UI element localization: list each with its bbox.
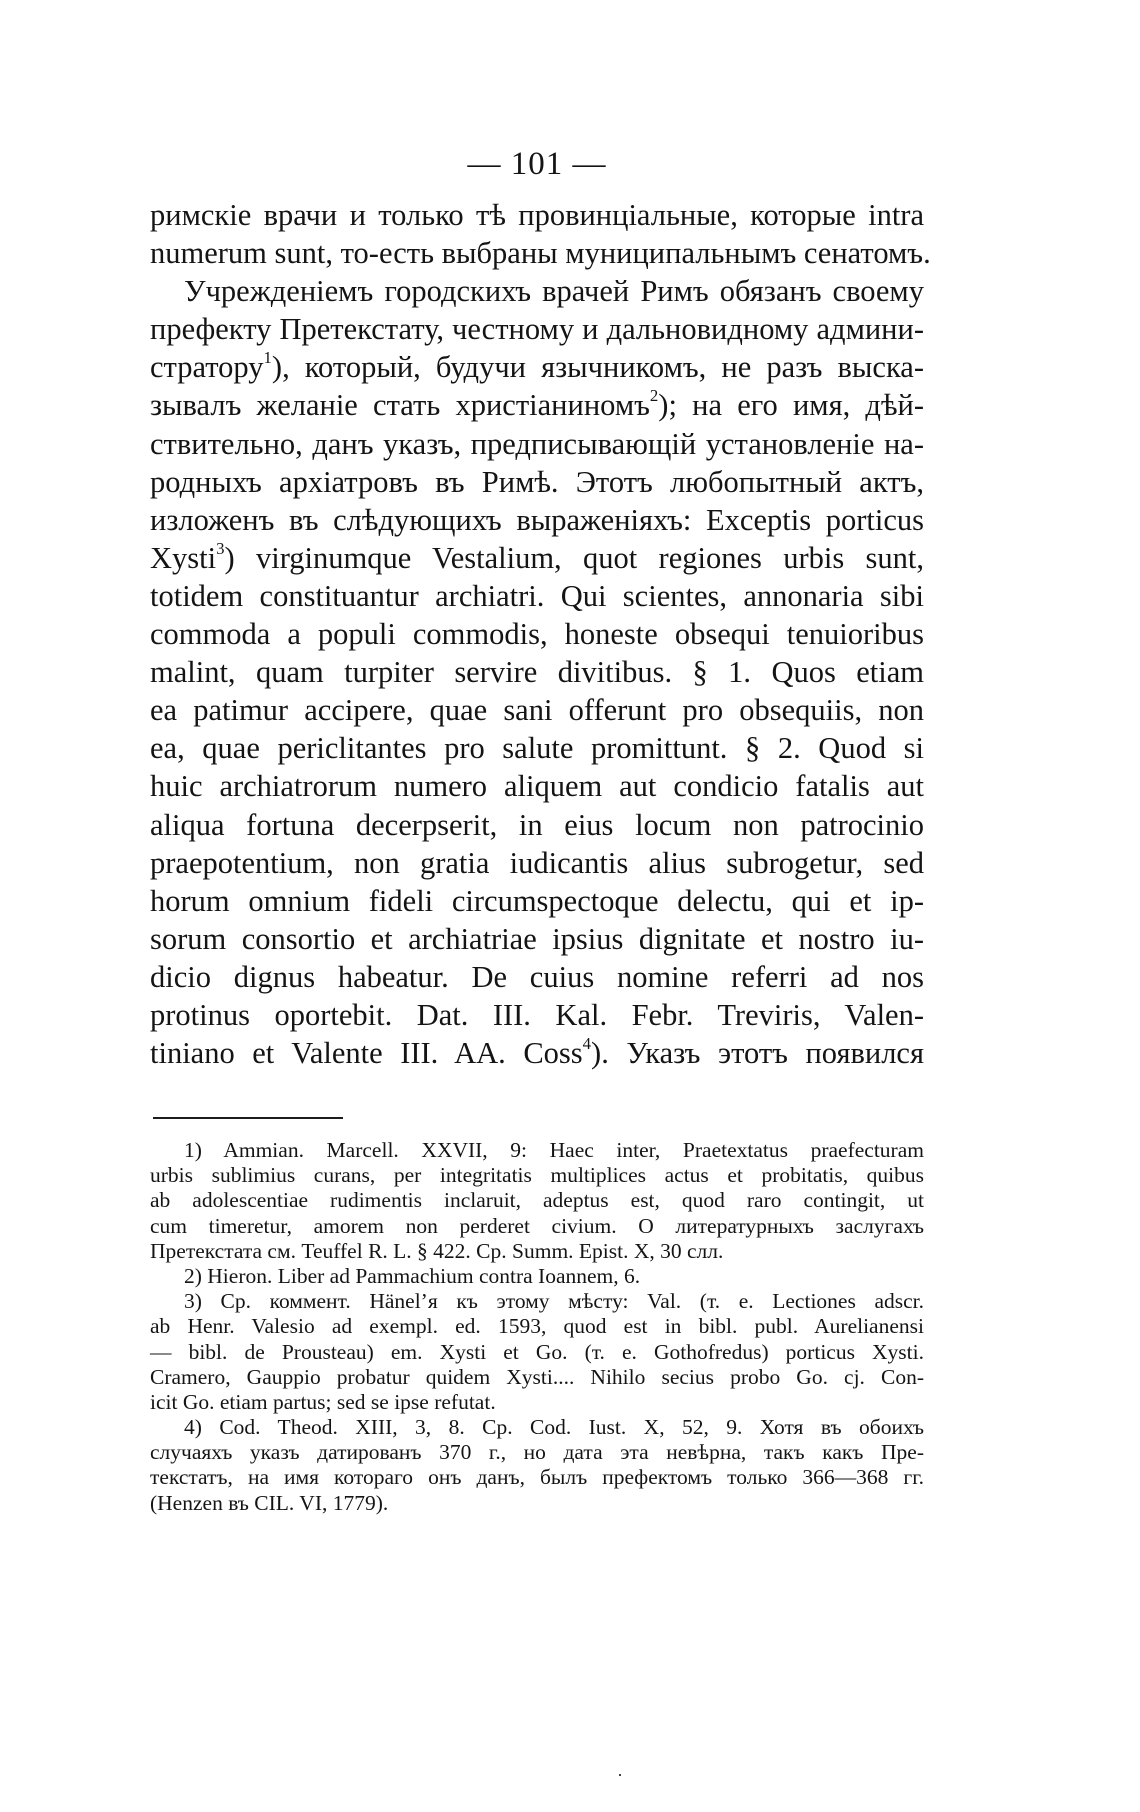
footnote-divider (153, 1117, 343, 1119)
scan-speck (619, 1774, 621, 1776)
text-line: aliqua fortuna decerpserit, in eius locum non patrocinio (150, 807, 924, 842)
page-number: — 101 — (467, 146, 607, 182)
footnote-2: 2) Hieron. Liber ad Pammachium contra Ioannem, 6. (184, 1263, 641, 1288)
footnote-ref-3[interactable]: 3 (216, 538, 225, 558)
main-text (150, 196, 931, 1072)
footnote-line: Cramero, Gauppio probatur quidem Xysti.... Nihilo secius probo Go. cj. Con- (150, 1364, 924, 1389)
footnote-line: текстатъ, на имя котораго онъ данъ, былъ префектомъ только 366—368 гг. (150, 1465, 924, 1490)
footnote-line: urbis sublimius curans, per integritatis multiplices actus et probitatis, quibus (150, 1163, 924, 1188)
text-line: Xysti$^3$) virginumque Vestalium, quot regiones urbis sunt, (150, 538, 924, 575)
footnote-1: 1) Ammian. Marcell. XXVII, 9: Haec inter, Praetextatus praefecturam (184, 1138, 924, 1162)
footnote-line: случаяхъ указъ датированъ 370 г., но дата эта невѣрна, такъ какъ Пре- (150, 1440, 924, 1465)
text-line: totidem constituantur archiatri. Qui scientes, annonaria sibi (150, 578, 924, 613)
footnote-ref-4[interactable]: 4 (582, 1033, 592, 1053)
text-line: ствительно, данъ указъ, предписывающій установленіе на- (150, 426, 924, 461)
text-line: родныхъ архіатровъ въ Римѣ. Этотъ любопытный актъ, (150, 464, 924, 499)
text-line: ea, quae periclitantes pro salute promittunt. § 2. Quod si (150, 731, 924, 766)
footnote-line: icit Go. etiam partus; sed se ipse refutat. (150, 1389, 496, 1414)
text-line: зывалъ желаніе стать христіаниномъ$^2$); на его имя, дѣй- (150, 386, 924, 423)
text-line: praepotentium, non gratia iudicantis alius subrogetur, sed (150, 845, 924, 880)
text-line: numerum sunt, то-есть выбраны муниципальнымъ сенатомъ. (150, 236, 931, 271)
footnote-ref-2[interactable]: 2 (649, 386, 659, 406)
text-line: римскіе врачи и только тѣ провинціальные, которые intra (150, 198, 924, 232)
text-line: ea patimur accipere, quae sani offerunt pro obsequiis, non (150, 693, 924, 728)
footnote-line: Претекстата см. Teuffel R. L. § 422. Ср. Summ. Epist. X, 30 слл. (150, 1238, 724, 1263)
footnote-3: 3) Ср. коммент. Hänel’я къ этому мѣсту: Val. (т. е. Lectiones adscr. (184, 1289, 924, 1314)
footnote-ref-1[interactable]: 1 (263, 348, 272, 368)
text-line: commoda a populi commodis, honeste obsequi tenuioribus (150, 617, 924, 652)
text-line: tiniano et Valente III. AA. Coss$^4$). Указъ этотъ появился (150, 1033, 924, 1071)
text-line: protinus oportebit. Dat. III. Kal. Febr. Treviris, Valen- (150, 997, 924, 1032)
footnote-line: ab Henr. Valesio ad exempl. ed. 1593, quod est in bibl. publ. Aurelianensi (150, 1314, 924, 1339)
text-line: префекту Претекстату, честному и дальновидному админи- (150, 312, 924, 347)
text-line: horum omnium fideli circumspectoque delectu, qui et ip- (150, 883, 924, 918)
footnote-line: cum timeretur, amorem non perderet civium. О литературныхъ заслугахъ (150, 1213, 924, 1238)
text-line: malint, quam turpiter servire divitibus. § 1. Quos etiam (150, 655, 924, 690)
footnote-line: — bibl. de Prousteau) em. Xysti et Go. (т. е. Gothofredus) porticus Xysti. (150, 1339, 924, 1364)
footnotes (150, 1138, 924, 1516)
footnote-line: ab adolescentiae rudimentis inclaruit, adeptus est, quod raro contingit, ut (150, 1188, 924, 1213)
text-line: huic archiatrorum numero aliquem aut condicio fatalis aut (150, 769, 924, 804)
footnote-line: (Henzen въ CIL. VI, 1779). (150, 1490, 389, 1515)
text-line: Учрежденіемъ городскихъ врачей Римъ обязанъ своему (184, 274, 924, 309)
text-line: sorum consortio et archiatriae ipsius dignitate et nostro iu- (150, 921, 924, 956)
text-line: стратору$^1$), который, будучи язычникомъ, не разъ выска- (150, 348, 924, 385)
footnote-4: 4) Cod. Theod. XIII, 3, 8. Ср. Cod. Iust. X, 52, 9. Хотя въ обоихъ (184, 1415, 924, 1440)
text-line: dicio dignus habeatur. De cuius nomine referri ad nos (150, 959, 924, 994)
text-line: изложенъ въ слѣдующихъ выраженіяхъ: Exceptis porticus (150, 502, 924, 537)
